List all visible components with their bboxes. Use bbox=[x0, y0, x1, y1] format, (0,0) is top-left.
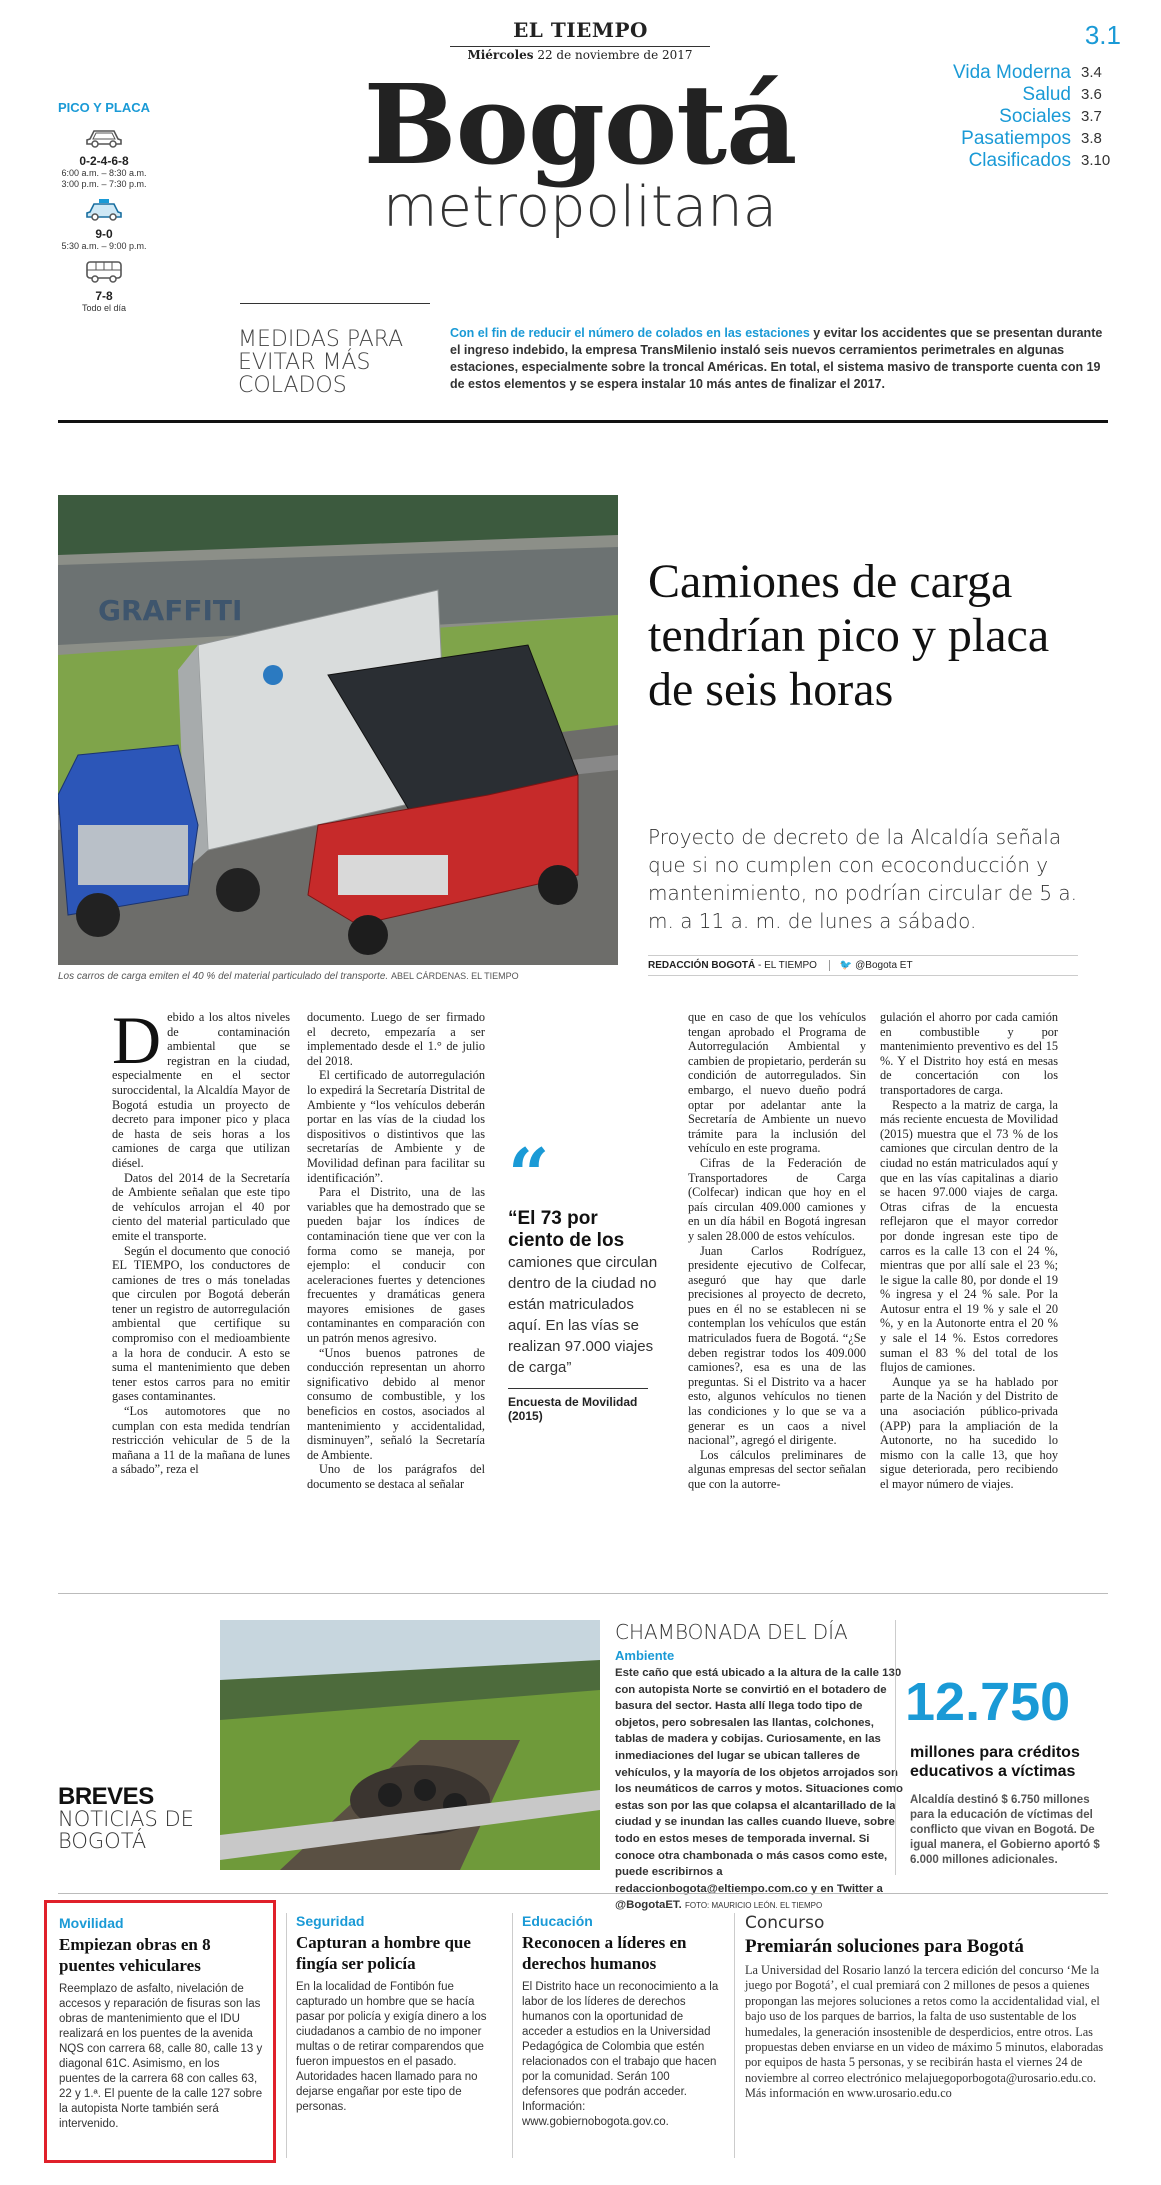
byline-paper: - EL TIEMPO bbox=[755, 960, 817, 971]
column-rule bbox=[286, 1913, 287, 2158]
paragraph: documento. Luego de ser firmado el decreto, empezaría a ser implementado desde el 1.° de julio del 2018. bbox=[307, 1010, 485, 1068]
taxi-plate-digits: 9-0 bbox=[95, 227, 113, 241]
brief-category: Seguridad bbox=[296, 1913, 365, 1929]
index-page: 3.6 bbox=[1081, 86, 1102, 103]
column-rule bbox=[512, 1913, 513, 2158]
quote-mark-icon: “ bbox=[508, 1132, 550, 1217]
pico-y-placa-box bbox=[44, 100, 164, 320]
svg-text:GRAFFITI: GRAFFITI bbox=[98, 594, 243, 627]
pull-quote-source: Encuesta de Movilidad (2015) bbox=[508, 1388, 648, 1423]
medidas-rule bbox=[240, 303, 430, 304]
pyp-cars bbox=[44, 123, 164, 190]
car-plate-digits: 0-2-4-6-8 bbox=[79, 154, 129, 168]
car-hours-evening: 3:00 p.m. – 7:30 p.m. bbox=[61, 179, 147, 189]
twitter-handle[interactable] bbox=[829, 960, 913, 971]
brief-category: Movilidad bbox=[59, 1915, 124, 1931]
brief-body: En la localidad de Fontibón fue capturado un hombre que se hacía pasar por policía y exigía dinero a los ciudadanos a cambio de no imponer multas o de retirar comparendos que fueron impuestos en el pasado. Autoridades hacen llamado para no dejarse engañar por este tipo de personas. bbox=[296, 1981, 487, 2113]
date-weekday: Miércoles bbox=[467, 48, 534, 62]
brief-headline: Empiezan obras en 8 puentes vehiculares bbox=[59, 1935, 211, 1975]
index-page: 3.8 bbox=[1081, 130, 1102, 147]
byline-row bbox=[648, 955, 1078, 976]
paragraph: Datos del 2014 de la Secretaría de Ambiente señalan que este tipo de vehículos arrojan el 40 por ciento del material particulado que emite el transporte. bbox=[112, 1170, 290, 1243]
article-column-1 bbox=[112, 1002, 290, 1477]
pico-y-placa-title: PICO Y PLACA bbox=[58, 100, 150, 115]
bus-plate-digits: 7-8 bbox=[95, 289, 113, 303]
stat-label: millones para créditos educativos a víctimas bbox=[910, 1744, 1080, 1780]
index-label: Sociales bbox=[999, 106, 1071, 127]
drop-cap: D bbox=[112, 1002, 162, 1078]
chambonada-photo[interactable] bbox=[220, 1620, 600, 1870]
paragraph: Según el documento que conoció EL TIEMPO, los conductores de camiones de tres o más toneladas que circulen por Bogotá deberán tener un registro de autorregulación ambiental que certifique su compromiso con el medioambiente a la hora de conducir. A esto se suma el mantenimiento que deben tener estos carros para no emitir gases contaminantes. bbox=[112, 1243, 290, 1404]
chambonada-category: Ambiente bbox=[615, 1648, 675, 1663]
brief-movilidad[interactable] bbox=[44, 1900, 276, 2163]
main-headline[interactable]: Camiones de carga tendrían pico y placa de seis horas bbox=[648, 555, 1050, 716]
caption-text: Los carros de carga emiten el 40 % del material particulado del transporte. bbox=[58, 971, 389, 982]
bus-hours: Todo el día bbox=[81, 303, 127, 313]
medidas-title: MEDIDAS PARA EVITAR MÁS COLADOS bbox=[238, 327, 404, 398]
car-hours-morning: 6:00 a.m. – 8:30 a.m. bbox=[61, 168, 147, 178]
index-page: 3.10 bbox=[1081, 152, 1111, 169]
index-page: 3.4 bbox=[1081, 64, 1102, 81]
brief-educacion[interactable] bbox=[522, 1913, 722, 2130]
paragraph: Aunque ya se ha hablado por parte de la Nación y del Distrito de una asociación público-privada (APP) para la ampliación de la Autonorte, no ha sucedido lo mismo con la calle 13, que hoy sigue deteriorada, pero recibiendo el mayor número de viajes. bbox=[880, 1374, 1058, 1491]
stat-text: Alcaldía destinó $ 6.750 millones para la educación de víctimas del conflicto que vivan en Bogotá. De igual manera, el Gobierno aportó $ 6.000 millones adicionales. bbox=[910, 1794, 1100, 1866]
chambonada-text bbox=[615, 1665, 905, 1915]
column-rule bbox=[734, 1913, 735, 2158]
brief-concurso[interactable] bbox=[745, 1913, 1110, 2102]
drainage-illustration bbox=[220, 1620, 600, 1870]
pull-quote-lead: “El 73 por ciento de los bbox=[508, 1208, 625, 1251]
caption-credit: ABEL CÁRDENAS. EL TIEMPO bbox=[390, 971, 519, 981]
briefs-divider bbox=[58, 1893, 1108, 1894]
paragraph: El certificado de autorregulación lo expedirá la Secretaría Distrital de Ambiente y “los vehículos deberán portar en las vías de la ciudad los dispositivos o distintivos que las secretarías de Ambiente y de Movilidad definan para facilitar su identificación”. bbox=[307, 1068, 485, 1185]
taxi-icon bbox=[84, 196, 124, 222]
brief-category: Educación bbox=[522, 1913, 593, 1929]
brief-headline: Reconocen a líderes en derechos humanos bbox=[522, 1933, 687, 1973]
stat-number: 12.750 bbox=[905, 1672, 1071, 1732]
twitter-icon: 🐦 bbox=[839, 960, 853, 971]
twitter-text: @Bogota ET bbox=[855, 960, 913, 971]
chambonada-credit: FOTO: MAURICIO LEÓN. EL TIEMPO bbox=[684, 1901, 823, 1911]
paragraph: Para el Distrito, una de las variables que ha demostrado que se pueden bajar los índices de contaminación tiene que ver con la forma como se maneja, por ejemplo: el conducir con aceleraciones fuertes y detenciones frecuentes y dramáticas genera mayores emisiones de gases contaminantes en comparación con un patrón menos agresivo. bbox=[307, 1185, 485, 1346]
byline bbox=[648, 960, 817, 971]
medidas-body: y evitar los accidentes que se presentan durante el ingreso indebido, la empresa TransMilenio instaló seis nuevos cerramientos perimetrales en algunas estaciones, especialmente sobre la troncal Américas. En total, el sistema masivo de transporte cuenta con 19 de estos elementos y se espera instalar 10 más antes de finalizar el 2017. bbox=[450, 326, 1103, 391]
brief-body: El Distrito hace un reconocimiento a la labor de los líderes de derechos humanos con la oportunidad de acceder a estudios en la Universidad Pedagógica de Colombia que estén relacionados con el trabajo que hacen por la comunidad. Serán 100 defensores que podrán acceder. Información: www.gobiernobogota.gov.co. bbox=[522, 1981, 719, 2128]
medidas-text bbox=[450, 325, 1110, 393]
page-number: 3.1 bbox=[1084, 20, 1121, 50]
brief-category: Concurso bbox=[745, 1913, 825, 1933]
brief-headline: Capturan a hombre que fingía ser policía bbox=[296, 1933, 471, 1973]
section-divider bbox=[58, 1593, 1108, 1594]
paragraph: Uno de los parágrafos del documento se destaca al señalar bbox=[307, 1462, 485, 1491]
breves-title: BREVES bbox=[58, 1783, 154, 1810]
main-deck: Proyecto de decreto de la Alcaldía señala que si no cumplen con ecoconducción y mantenimiento, no podrían circular de 5 a. m. a 11 a. m. de lunes a sábado. bbox=[648, 825, 1078, 933]
index-label: Salud bbox=[1022, 84, 1071, 105]
date-text: 22 de noviembre de 2017 bbox=[537, 48, 693, 62]
paragraph: gulación el ahorro por cada camión en combustible y por mantenimiento preventivo es del 15 %. Y el Distrito hoy está en mesas de concertación con los transportadores de carga. bbox=[880, 1010, 1058, 1097]
pull-quote-text: camiones que circulan dentro de la ciudad no están matriculados aquí. En las vías se realizan 97.000 viajes de carga” bbox=[508, 1254, 658, 1376]
brief-body: Reemplazo de asfalto, nivelación de accesos y reparación de fisuras son las obras de mantenimiento que el IDU realizará en los puentes de la avenida NQS con carrera 68, calle 80, calle 13 y diagonal 61C. Asimismo, en los puentes de la carrera 68 con calles 63, 22 y 1.ª. El puente de la calle 127 sobre la autopista Norte también será intervenido. bbox=[59, 1983, 263, 2130]
car-icon bbox=[84, 123, 124, 149]
paragraph: Cifras de la Federación de Transportadores de Carga (Colfecar) indican que hoy en el país circulan 409.000 camiones y en un día hábil en Bogotá ingresan y salen 28.000 de estos vehículos. bbox=[688, 1155, 866, 1243]
section-title: Bogotá bbox=[363, 60, 797, 189]
chambonada-body: Este caño que está ubicado a la altura de la calle 130 con autopista Norte se convirtió en el botadero de basura del sector. Hasta allí llega todo tipo de objetos, pero sobresalen las llantas, colchones, tablas de madera y cobijas. Curiosamente, en las inmediaciones del lugar se ubican talleres de vehículos, y la mayoría de los objetos arrojados son los neumáticos de carros y motos. Situaciones como estas son por las que colapsa el alcantarillado de la ciudad y se inundan las calles cuando llueve, sobre todo en estos meses de temporada invernal. Si conoce otra chambonada o más casos como este, puede escribirnos a redaccionbogota@eltiempo.com.co y en Twitter a @BogotaET. bbox=[615, 1667, 904, 1912]
paragraph: Respecto a la matriz de carga, la más reciente encuesta de Movilidad (2015) muestra que el 73 % de los camiones que circulan dentro de la ciudad no están matriculados aquí y que en las vías capitalinas a diario se hacen 97.000 viajes de carga. Otras cifras de la encuesta reflejaron que el mayor corredor por donde ingresan este tipo de carros es la calle 13 con el 24 %, mientras que por allí sale el 23 %; le sigue la calle 80, por donde el 19 % ingresa y el 24 % sale. Por la Autosur entra el 19 % y sale el 20 %, y en la Autonorte entra el 20 % y sale el 14 %. Estos corredores suman el 83 % del total de los flujos de camiones. bbox=[880, 1097, 1058, 1375]
index-item[interactable] bbox=[899, 84, 1119, 106]
index-item[interactable] bbox=[899, 62, 1119, 84]
index-item[interactable] bbox=[899, 150, 1119, 172]
paragraph bbox=[112, 1002, 290, 1171]
paragraph: Juan Carlos Rodríguez, presidente ejecutivo de Colfecar, aseguró que hay que darle precisiones al proyecto de decreto, pues en él no se establecen ni se contemplan los vehículos que están matriculados fuera de Bogotá. “¿Se deben registrar todos los 409.000 camiones?, esa es una de las preguntas. Si el Distrito va a hacer esto, algunos vehículos no tienen las condiciones y lo que se va a generar es un caos a nivel nacional”, agregó el dirigente. bbox=[688, 1243, 866, 1448]
masthead-divider bbox=[58, 420, 1108, 423]
breves-subtitle: NOTICIAS DE BOGOTÁ bbox=[58, 1807, 194, 1853]
brief-headline: Premiarán soluciones para Bogotá bbox=[745, 1936, 1024, 1957]
byline-author: REDACCIÓN BOGOTÁ bbox=[648, 960, 756, 971]
pull-quote bbox=[508, 1132, 658, 1423]
newspaper-name: EL TIEMPO bbox=[513, 18, 648, 42]
index-item[interactable] bbox=[899, 106, 1119, 128]
chambonada-title: CHAMBONADA DEL DÍA bbox=[615, 1620, 848, 1644]
section-subtitle: metropolitana bbox=[382, 175, 778, 240]
article-column-2 bbox=[307, 1010, 485, 1492]
photo-caption bbox=[58, 971, 618, 982]
paragraph: Los cálculos preliminares de algunas empresas del sector señalan que con la autorre- bbox=[688, 1447, 866, 1491]
bus-icon bbox=[84, 258, 124, 284]
medidas-lead: Con el fin de reducir el número de colados en las estaciones bbox=[450, 326, 810, 340]
pyp-taxis bbox=[44, 196, 164, 252]
index-label: Pasatiempos bbox=[961, 128, 1071, 149]
pyp-buses bbox=[44, 258, 164, 314]
taxi-hours: 5:30 a.m. – 9:00 p.m. bbox=[61, 241, 147, 251]
index-label: Clasificados bbox=[968, 150, 1071, 171]
paragraph: “Unos buenos patrones de conducción representan un ahorro significativo debido al menor consumo de combustible, y los beneficios en costos, asociados al mantenimiento y accidentalidad, disminuyen”, señaló la Secretaría de Ambiente. bbox=[307, 1345, 485, 1462]
column-rule bbox=[895, 1620, 896, 1875]
paragraph: “Los automotores que no cumplan con esta medida tendrían restricción vehicular de 5 de la mañana a 11 de la mañana de lunes a sábado”, reza el bbox=[112, 1404, 290, 1477]
index-page: 3.7 bbox=[1081, 108, 1102, 125]
article-column-4 bbox=[880, 1010, 1058, 1492]
index-item[interactable] bbox=[899, 128, 1119, 150]
article-column-3 bbox=[688, 1010, 866, 1492]
paragraph-text: ebido a los altos niveles de contaminación ambiental que se registran en la ciudad, especialmente en el sector suroccidental, la Alcaldía Mayor de Bogotá estudia un proyecto de decreto para imponer pico y placa de hasta de seis horas a los camiones de carga que utilizan diésel. bbox=[112, 1010, 290, 1170]
paragraph: que en caso de que los vehículos tengan aprobado el Programa de Autorregulación Ambiental y cambien de propietario, perderán su condición de autorregulados. Sin embargo, el nuevo dueño podrá optar por adelantar ante la Secretaría de Ambiente un nuevo trámite para la inclusión del vehículo en este programa. bbox=[688, 1010, 866, 1156]
section-index bbox=[899, 62, 1119, 172]
index-label: Vida Moderna bbox=[953, 62, 1071, 83]
trucks-illustration bbox=[58, 495, 618, 965]
trucks-photo[interactable] bbox=[58, 495, 618, 965]
brief-body: La Universidad del Rosario lanzó la tercera edición del concurso ‘Me la juego por Bogotá’, el cual premiará con 2 millones de pesos a quienes propongan las mejores soluciones a retos como la accidentalidad vial, el bajo uso de los parques de barrios, la falta de uso sustentable de los humedales, la generación insostenible de desperdicios, entre otros. Las propuestas deben enviarse en un video de máximo 5 minutos, elaboradas por equipos de hasta 5 personas, y se recibirán hasta el viernes 24 de noviembre al correo electrónico melajuegoporbogota@urosario.edu.co. Más información en www.urosario.edu.co bbox=[745, 1963, 1104, 2101]
brief-seguridad[interactable] bbox=[296, 1913, 501, 2115]
